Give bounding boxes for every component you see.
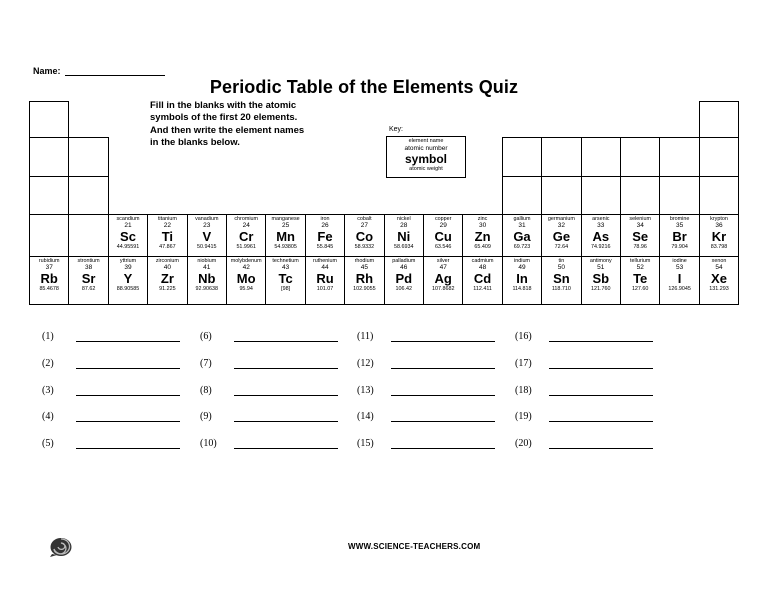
blank-element-cell[interactable] [699,101,739,138]
element-name: scandium [116,216,140,222]
blank-element-cell[interactable] [659,176,699,215]
answer-blank[interactable] [234,448,338,449]
element-cell [344,256,384,305]
atomic-number: 26 [321,222,329,229]
answer-blank[interactable] [234,368,338,369]
quiz-item [200,438,350,452]
element-cell [699,214,739,257]
atomic-number: 40 [163,264,171,271]
quiz-number: (18) [515,385,532,396]
atomic-number: 23 [203,222,211,229]
atomic-weight: 101.07 [316,286,334,292]
atomic-number: 36 [715,222,723,229]
atomic-number: 38 [84,264,93,271]
key-box [386,136,466,178]
quiz-number: (11) [357,331,374,342]
instruction-line: symbols of the first 20 elements. [150,112,298,124]
quiz-number: (10) [200,438,217,449]
element-name: zirconium [155,258,179,264]
element-name: yttrium [119,258,137,264]
element-name: zinc [477,216,488,222]
blank-element-cell[interactable] [541,176,581,215]
element-cell [187,214,227,257]
element-symbol: Br [672,229,687,244]
quiz-number: (8) [200,385,212,396]
atomic-number: 46 [400,264,408,271]
element-name: cobalt [357,216,372,222]
atomic-weight: 78.96 [633,244,647,250]
quiz-item [357,331,507,345]
atomic-number: 42 [242,264,250,271]
quiz-number: (12) [357,358,374,369]
name-blank[interactable] [65,66,165,76]
element-name: manganese [271,216,300,222]
element-symbol: Ni [397,229,411,244]
atomic-number: 34 [636,222,644,229]
blank-element-cell[interactable] [699,176,739,215]
blank-element-cell[interactable] [581,176,621,215]
atomic-weight: 63.546 [434,244,452,250]
atomic-weight: 114.818 [512,286,532,292]
atomic-number: 48 [478,264,487,271]
element-name: tin [558,258,565,264]
quiz-number: (17) [515,358,532,369]
answer-blank[interactable] [234,341,338,342]
atomic-number: 49 [518,264,526,271]
element-symbol: Xe [711,271,727,286]
atomic-weight: 74.9216 [591,244,611,250]
answer-blank[interactable] [234,421,338,422]
element-name: strontium [77,258,100,264]
atomic-weight: 44.95591 [116,244,140,250]
quiz-number: (5) [42,438,54,449]
answer-blank[interactable] [391,448,495,449]
answer-blank[interactable] [234,395,338,396]
quiz-item [357,358,507,372]
element-cell [699,256,739,305]
quiz-number: (15) [357,438,374,449]
blank-element-cell[interactable] [541,137,581,177]
element-cell [620,256,660,305]
atomic-weight: 55.845 [316,244,334,250]
quiz-number: (19) [515,411,532,422]
quiz-number: (3) [42,385,54,396]
atomic-number: 37 [45,264,53,271]
blank-element-cell[interactable] [68,214,108,257]
blank-element-cell[interactable] [29,176,69,215]
element-symbol: In [516,271,528,286]
blank-element-cell[interactable] [68,176,108,215]
atomic-number: 50 [557,264,565,271]
answer-blank[interactable] [549,368,653,369]
blank-element-cell[interactable] [502,137,542,177]
element-symbol: Co [355,229,374,244]
element-cell [581,214,621,257]
atomic-weight: 106.42 [395,286,413,292]
element-name: nickel [396,216,411,222]
atomic-number: 54 [715,264,723,271]
element-symbol: Y [123,271,133,286]
answer-blank[interactable] [391,341,495,342]
answer-blank[interactable] [76,395,180,396]
blank-element-cell[interactable] [659,137,699,177]
blank-element-cell[interactable] [29,137,69,177]
blank-element-cell[interactable] [502,176,542,215]
atomic-number: 22 [163,222,171,229]
element-name: vanadium [195,216,219,222]
quiz-number: (7) [200,358,212,369]
element-name: copper [434,216,452,222]
atomic-number: 27 [360,222,368,229]
element-name: ruthenium [313,258,337,264]
quiz-item [357,411,507,425]
element-cell [581,256,621,305]
element-cell [29,256,69,305]
element-symbol: Sb [592,271,610,286]
element-cell [305,214,345,257]
instruction-line: Fill in the blanks with the atomic [150,100,297,111]
element-name: antimony [589,258,612,264]
element-name: iron [320,216,330,222]
answer-blank[interactable] [549,341,653,342]
element-cell [384,214,424,257]
atomic-number: 47 [439,264,447,271]
atomic-number: 25 [281,222,290,229]
atomic-weight: 72.64 [554,244,569,250]
blank-element-cell[interactable] [620,176,660,215]
key-atomic-weight: atomic weight [409,166,443,172]
atomic-weight: 58.9332 [354,244,375,250]
element-symbol: Ge [552,229,571,244]
element-symbol: Ag [434,271,452,286]
element-name: germanium [547,216,575,222]
atomic-number: 41 [203,264,211,271]
element-symbol: Pd [395,271,413,286]
atomic-number: 21 [124,222,132,229]
atomic-weight: 51.9961 [236,244,256,250]
element-name: silver [436,258,450,264]
element-cell [68,256,108,305]
atomic-number: 44 [321,264,329,271]
element-symbol: Mo [236,271,256,286]
quiz-item [200,411,350,425]
atomic-weight: 47.867 [159,244,176,250]
quiz-item [200,385,350,399]
element-symbol: I [677,271,682,286]
quiz-number: (4) [42,411,54,422]
element-symbol: Nb [198,271,216,286]
element-cell [108,256,148,305]
blank-element-cell[interactable] [699,137,739,177]
atomic-weight: 58.6934 [394,244,414,250]
atomic-number: 33 [597,222,605,229]
atomic-number: 51 [597,264,605,271]
element-cell [659,256,699,305]
element-cell [147,256,187,305]
atomic-weight: 112.411 [473,286,492,292]
atomic-number: 45 [360,264,368,271]
answer-blank[interactable] [549,448,653,449]
answer-blank[interactable] [76,368,180,369]
element-cell [344,214,384,257]
element-symbol: Zr [160,271,174,286]
element-name: indium [514,258,530,264]
blank-element-cell[interactable] [29,214,69,257]
atomic-number: 30 [478,222,487,229]
quiz-number: (20) [515,438,532,449]
element-cell [187,256,227,305]
atomic-weight: 85.4678 [39,286,59,292]
element-symbol: Sc [120,229,136,244]
element-cell [108,214,148,257]
element-cell [541,214,581,257]
element-symbol: Zn [474,229,491,244]
blank-element-cell[interactable] [581,137,621,177]
atomic-weight: 131.293 [709,286,729,292]
atomic-weight: 121.760 [591,286,611,292]
element-name: rhodium [354,258,375,264]
blank-element-cell[interactable] [68,137,108,177]
element-symbol: Fe [317,229,333,244]
element-cell [541,256,581,305]
element-symbol: Tc [278,271,293,286]
element-symbol: Cr [238,229,254,244]
answer-blank[interactable] [391,395,495,396]
atomic-number: 52 [636,264,644,271]
quiz-item [515,385,665,399]
element-cell [659,214,699,257]
atomic-weight: 54.93805 [274,244,297,250]
atomic-weight: 91.225 [159,286,176,292]
element-name: cadmium [471,258,494,264]
quiz-item [42,358,192,372]
page-title: Periodic Table of the Elements Quiz [209,77,519,97]
element-name: krypton [710,216,728,222]
atomic-number: 43 [281,264,290,271]
name-line [33,66,165,76]
quiz-item [42,331,192,345]
answer-blank[interactable] [391,368,495,369]
instructions [150,100,370,149]
element-symbol: As [592,229,610,244]
blank-element-cell[interactable] [29,101,69,138]
atomic-number: 39 [124,264,132,271]
atomic-weight: 69.723 [513,244,531,250]
element-name: gallium [513,216,531,222]
quiz-item [357,385,507,399]
atomic-weight: 65.409 [474,244,491,250]
key-element-name: element name [408,138,444,144]
atomic-number: 28 [400,222,408,229]
quiz-number: (13) [357,385,374,396]
element-name: xenon [711,258,727,264]
quiz-number: (14) [357,411,374,422]
element-cell [226,256,266,305]
atomic-number: 31 [518,222,526,229]
element-symbol: Sn [553,271,570,286]
element-name: iodine [672,258,687,264]
element-symbol: Cd [473,271,492,286]
element-symbol: Ru [316,271,334,286]
atomic-weight: 95.94 [239,286,253,292]
instruction-line: in the blanks below. [150,136,240,148]
atomic-weight: 126.9045 [668,286,691,292]
element-cell [305,256,345,305]
quiz-item [357,438,507,452]
element-cell [462,214,502,257]
answer-blank[interactable] [391,421,495,422]
element-cell [502,214,542,257]
answer-blank[interactable] [549,421,653,422]
atomic-weight: 87.62 [81,286,96,292]
element-name: titanium [157,216,177,222]
quiz-item [42,438,192,452]
element-symbol: V [202,229,212,244]
element-cell [423,214,463,257]
atomic-weight: 107.8682 [431,286,455,292]
quiz-item [515,331,665,345]
atomic-weight: 102.9055 [353,286,376,292]
footer-url[interactable]: WWW.SCIENCE-TEACHERS.COM [348,542,481,551]
atomic-weight: 118.710 [551,286,571,292]
shell-icon [49,536,73,563]
key-atomic-number: atomic number [404,145,448,152]
quiz-number: (6) [200,331,212,342]
element-name: niobium [197,258,217,264]
element-cell [265,214,305,257]
atomic-weight: 127.60 [631,286,649,292]
element-symbol: Cu [434,229,452,244]
element-symbol: Kr [711,229,727,244]
element-cell [384,256,424,305]
element-symbol: Sr [81,271,96,286]
element-symbol: Mn [276,229,295,244]
quiz-item [515,411,665,425]
element-cell [620,214,660,257]
element-symbol: Te [633,271,648,286]
atomic-weight: [98] [281,286,291,292]
atomic-number: 29 [439,222,447,229]
element-cell [226,214,266,257]
quiz-item [200,331,350,345]
element-symbol: Ti [161,229,174,244]
blank-element-cell[interactable] [620,137,660,177]
element-cell [265,256,305,305]
element-name: selenium [629,216,651,222]
element-cell [462,256,502,305]
atomic-number: 32 [557,222,565,229]
quiz-number: (16) [515,331,532,342]
answer-blank[interactable] [76,421,180,422]
quiz-number: (1) [42,331,54,342]
quiz-item [515,358,665,372]
element-name: bromine [669,216,690,222]
key-symbol: symbol [404,152,447,166]
element-name: rubidium [38,258,60,264]
quiz-number: (2) [42,358,54,369]
instruction-line: And then write the element names [150,124,305,136]
atomic-weight: 88.90585 [116,286,140,292]
element-name: palladium [392,258,416,264]
element-symbol: Ga [513,229,531,244]
element-name: arsenic [592,216,610,222]
quiz-item [42,385,192,399]
atomic-weight: 50.9415 [197,244,217,250]
atomic-number: 24 [242,222,250,229]
element-symbol: Rh [355,271,374,286]
quiz-item [515,438,665,452]
element-name: tellurium [630,258,651,264]
quiz-item [200,358,350,372]
element-name: chromium [234,216,259,222]
quiz-item [42,411,192,425]
atomic-number: 35 [675,222,684,229]
element-symbol: Rb [40,271,58,286]
answer-blank[interactable] [549,395,653,396]
atomic-weight: 83.798 [710,244,728,250]
element-cell [502,256,542,305]
element-cell [423,256,463,305]
name-label: Name: [33,66,61,76]
atomic-weight: 92.90638 [195,286,219,292]
element-cell [147,214,187,257]
element-symbol: Se [632,229,649,244]
atomic-number: 53 [675,264,684,271]
element-name: molybdenum [230,258,262,264]
element-name: technetium [272,258,299,264]
atomic-weight: 79.904 [671,244,688,250]
quiz-number: (9) [200,411,212,422]
answer-blank[interactable] [76,448,180,449]
key-label: Key: [389,126,404,133]
answer-blank[interactable] [76,341,180,342]
